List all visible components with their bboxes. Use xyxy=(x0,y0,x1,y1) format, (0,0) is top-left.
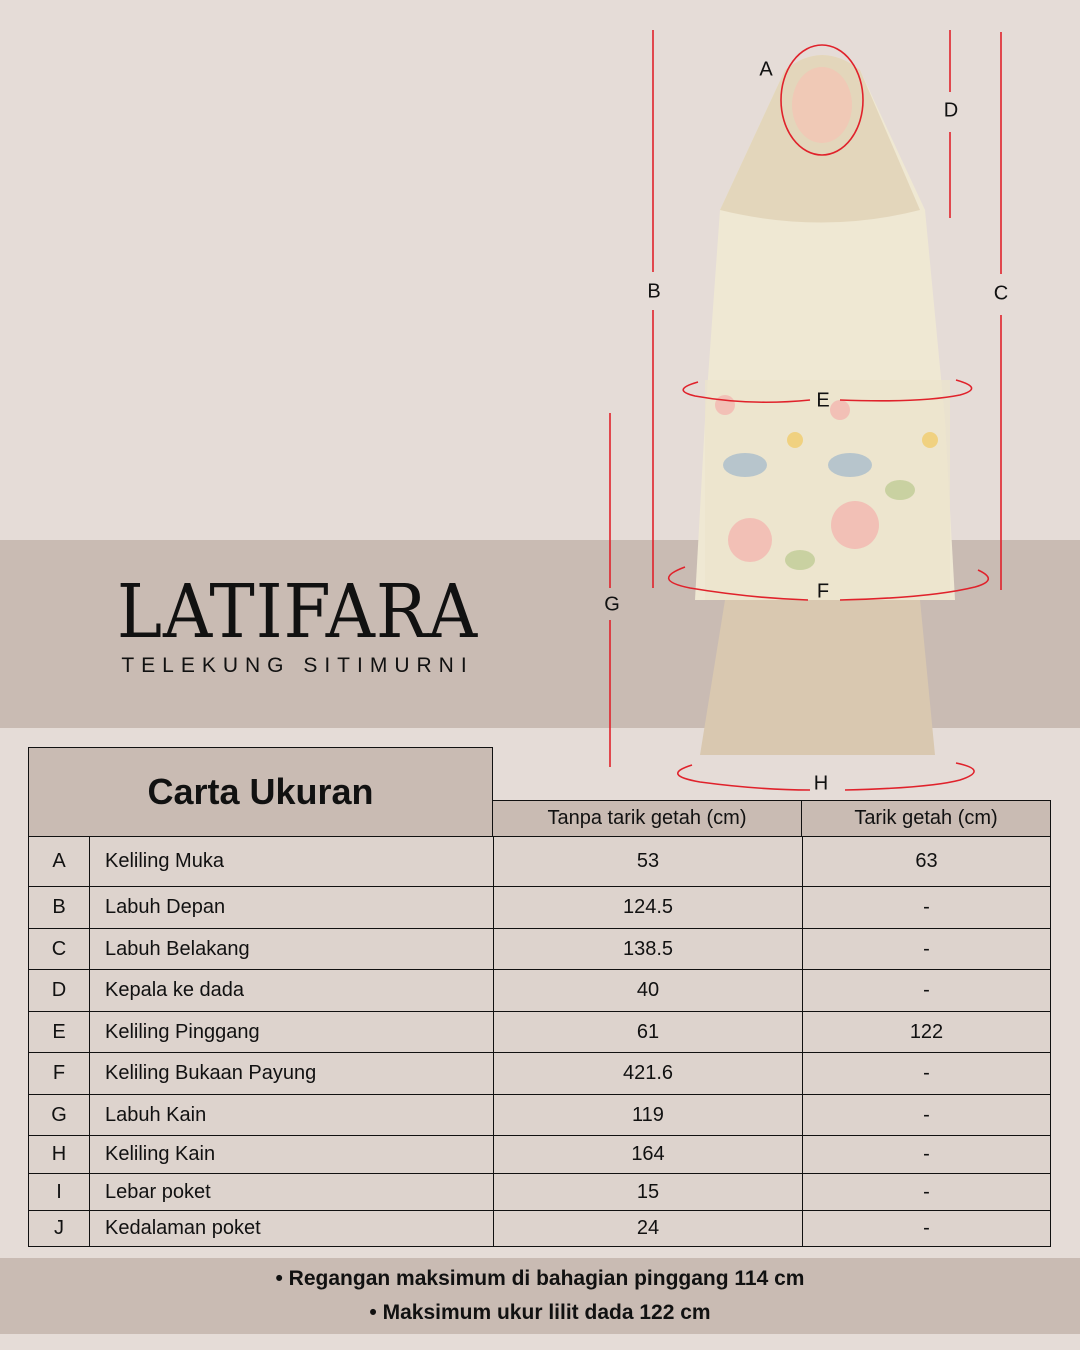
row-value-with-elastic: - xyxy=(923,1217,930,1239)
row-name: Keliling Bukaan Payung xyxy=(90,1053,494,1094)
table-row xyxy=(29,1174,1050,1211)
table-row xyxy=(29,1053,1050,1095)
row-value-without-elastic: 421.6 xyxy=(494,1053,803,1094)
row-name: Kedalaman poket xyxy=(90,1211,494,1246)
row-code: H xyxy=(29,1136,90,1173)
measure-label-b: B xyxy=(647,280,661,303)
product-figure xyxy=(600,20,1040,800)
table-row xyxy=(29,1211,1050,1246)
row-value-without-elastic: 15 xyxy=(494,1174,803,1210)
column-header-with-elastic: Tarik getah (cm) xyxy=(801,800,1051,837)
row-name: Keliling Kain xyxy=(90,1136,494,1173)
measure-label-g: G xyxy=(604,593,620,616)
row-code: G xyxy=(29,1095,90,1135)
brand-block xyxy=(100,569,495,678)
row-value-without-elastic: 124.5 xyxy=(494,887,803,928)
note-chest-max: • Maksimum ukur lilit dada 122 cm xyxy=(369,1301,711,1324)
row-value-without-elastic: 24 xyxy=(494,1211,803,1246)
measure-label-f: F xyxy=(816,580,830,603)
measure-label-e: E xyxy=(816,389,830,412)
row-value-with-elastic: - xyxy=(923,1103,930,1126)
row-value-with-elastic: - xyxy=(923,979,930,1001)
table-row xyxy=(29,1012,1050,1053)
note-waist-stretch: • Regangan maksimum di bahagian pinggang 114 cm xyxy=(275,1267,805,1290)
row-code: J xyxy=(29,1211,90,1246)
notes-block xyxy=(0,1258,1080,1334)
table-row xyxy=(29,887,1050,929)
row-value-with-elastic: - xyxy=(923,1062,930,1084)
skirt-shape xyxy=(700,600,935,755)
table-row xyxy=(29,1095,1050,1136)
row-code: E xyxy=(29,1012,90,1052)
measure-label-h: H xyxy=(813,772,829,795)
measure-label-c: C xyxy=(993,282,1009,305)
row-name: Labuh Depan xyxy=(90,887,494,928)
table-title: Carta Ukuran xyxy=(28,747,493,837)
row-code: B xyxy=(29,887,90,928)
row-value-with-elastic: - xyxy=(923,896,930,918)
row-value-without-elastic: 40 xyxy=(494,970,803,1011)
row-name: Labuh Kain xyxy=(90,1095,494,1135)
table-row xyxy=(29,1136,1050,1174)
table-row xyxy=(29,970,1050,1012)
brand-subtitle: TELEKUNG SITIMURNI xyxy=(121,654,474,677)
row-value-without-elastic: 61 xyxy=(494,1012,803,1052)
face-shape xyxy=(792,67,852,143)
row-value-without-elastic: 119 xyxy=(494,1095,803,1135)
row-value-with-elastic: 63 xyxy=(915,850,938,872)
row-code: C xyxy=(29,929,90,969)
row-code: F xyxy=(29,1053,90,1094)
table-row xyxy=(29,929,1050,970)
column-header-without-elastic: Tanpa tarik getah (cm) xyxy=(492,800,802,837)
row-value-with-elastic: - xyxy=(923,937,930,960)
row-code: I xyxy=(29,1174,90,1210)
measure-label-d: D xyxy=(943,99,959,122)
row-value-without-elastic: 138.5 xyxy=(494,929,803,969)
row-code: A xyxy=(29,837,90,886)
table-body xyxy=(28,836,1051,1247)
row-value-with-elastic: 122 xyxy=(909,1020,944,1043)
measure-label-a: A xyxy=(759,58,773,81)
row-value-with-elastic: - xyxy=(923,1180,930,1203)
table-row xyxy=(29,837,1050,887)
row-name: Kepala ke dada xyxy=(90,970,494,1011)
row-name: Labuh Belakang xyxy=(90,929,494,969)
brand-title: LATIFARA xyxy=(116,569,479,655)
row-value-with-elastic: - xyxy=(923,1143,930,1165)
row-name: Keliling Muka xyxy=(90,837,494,886)
row-code: D xyxy=(29,970,90,1011)
row-name: Keliling Pinggang xyxy=(90,1012,494,1052)
row-value-without-elastic: 164 xyxy=(494,1136,803,1173)
row-value-without-elastic: 53 xyxy=(494,837,803,886)
row-name: Lebar poket xyxy=(90,1174,494,1210)
